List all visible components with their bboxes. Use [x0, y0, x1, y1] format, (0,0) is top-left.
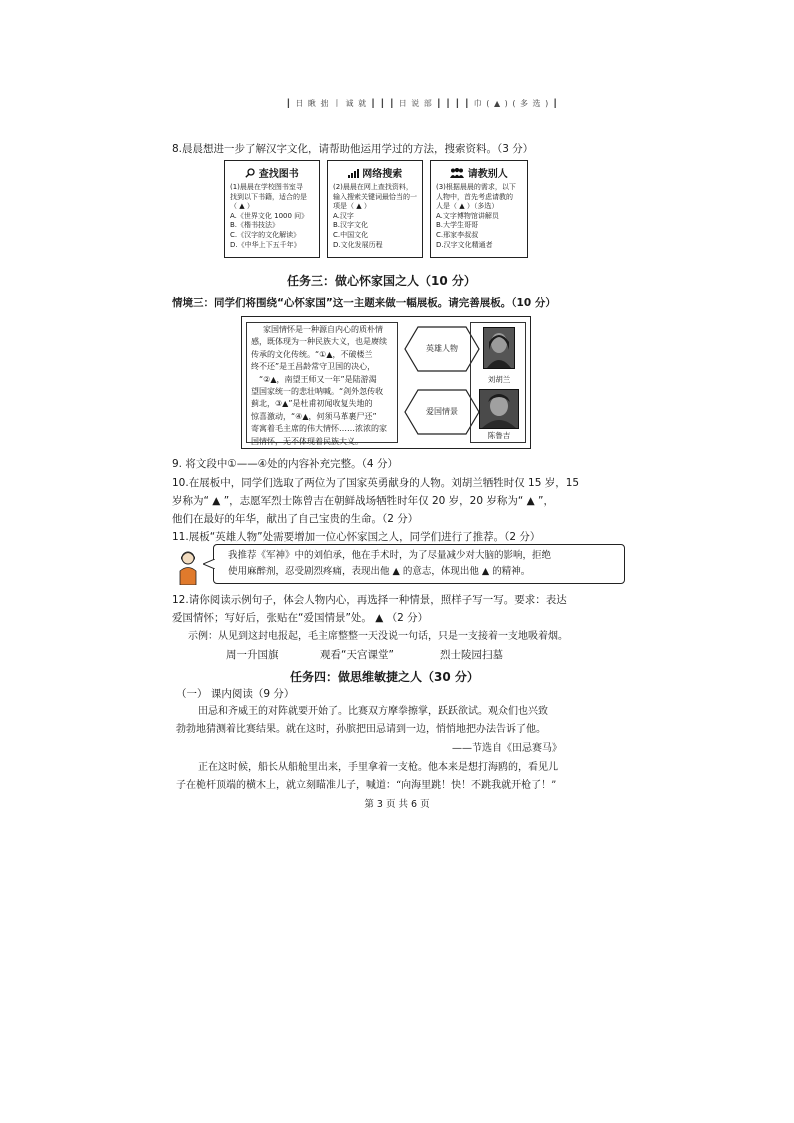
card-line: (1)晨晨在学校图书室寻 [230, 183, 303, 191]
portrait-caption: 陈鲁吉 [487, 431, 511, 440]
card-line: A.汉字 [333, 211, 354, 220]
task-3-title: 任务三：做心怀家国之人（10 分） [287, 274, 476, 288]
card-title: 查找图书 [258, 169, 299, 180]
card-line: 项是（ ▲ ） [333, 202, 371, 211]
passage-line: 惊喜激动，“④▲，何须马革裹尸还” [251, 411, 377, 421]
card-header [431, 165, 527, 180]
student-figure [176, 549, 200, 585]
bubble-line-2: 使用麻醉剂，忍受剧烈疼痛，表现出他 ▲ 的意志，体现出他 ▲ 的精神。 [228, 566, 531, 577]
card-body [225, 180, 319, 250]
hex-patriotic-scenes [404, 389, 480, 435]
card-line: D.汉字文化精通者 [436, 240, 493, 249]
scene-option: 周一升国旗 [226, 649, 279, 661]
search-card-books [224, 160, 320, 258]
card-line: D.《中华上下五千年》 [230, 240, 301, 249]
card-line: 找到以下书籍，适合的是 [230, 192, 307, 201]
section-in-class-reading: （一） 课内阅读（9 分） [176, 688, 295, 700]
hex-heroes [404, 326, 480, 372]
question-10-line3: 他们在最好的年华，献出了自己宝贵的生命。（2 分） [172, 513, 419, 525]
question-10-line2: 岁称为“ ▲ ”，志愿军烈士陈曾吉在朝鲜战场牺牲时年仅 20 岁，20 岁称为“ ▲ ”， [172, 495, 554, 507]
passage-line: “②▲，南望王师又一年”是陆游渴 [259, 374, 377, 384]
card-line: B.汉字文化 [333, 221, 369, 230]
card-line: C.中国文化 [333, 230, 369, 239]
reading-paragraph-1-line2: 勃勃地猜测着比赛结果。就在这时，孙膑把田忌请到一边，悄悄地把办法告诉了他。 [176, 724, 546, 735]
question-8-prompt: 8.晨晨想进一步了解汉字文化，请帮助他运用学过的方法，搜索资料。（3 分） [172, 143, 534, 155]
portrait-caption: 刘胡兰 [487, 375, 511, 384]
card-line: 输入搜索关键词最恰当的一 [333, 192, 417, 201]
card-line: C.邢家李叔叔 [436, 230, 479, 239]
passage-line: 家国情怀是一种源自内心的质朴情 [263, 325, 383, 334]
card-line: (3)根据晨晨的需求，以下 [436, 183, 516, 191]
task-4-title: 任务四：做思维敏捷之人（30 分） [290, 670, 479, 684]
card-line: （ ▲ ） [230, 202, 254, 211]
signal-bars-icon [348, 168, 359, 178]
search-card-ask [430, 160, 528, 258]
magnifier-icon [245, 168, 255, 178]
reading-paragraph-2-line2: 子在桅杆顶端的横木上，就立刻瞄准儿子，喊道：“向海里跳！快！不跳我就开枪了！” [176, 780, 557, 791]
bubble-line-1: 我推荐《军神》中的刘伯承，他在手术时，为了尽量减少对大脑的影响，拒绝 [228, 550, 552, 561]
question-11-prompt: 11.展板“英雄人物”处需要增加一位心怀家国之人，同学们进行了推荐。（2 分） [172, 531, 541, 543]
scene-option: 观看“天宫课堂” [320, 649, 394, 661]
question-10-line1: 10.在展板中，同学们选取了两位为了国家英勇献身的人物。刘胡兰牺牲时仅 15 岁，15 [172, 477, 580, 489]
question-9: 9. 将文段中①——④处的内容补充完整。（4 分） [172, 458, 398, 470]
passage-line: 感，既体现为一种民族大义，也是赓续 [251, 337, 387, 347]
portrait-chen-zengji [479, 389, 519, 429]
passage-line: 传承的文化传统。“①▲，不破楼兰 [251, 349, 373, 359]
card-body [328, 180, 422, 250]
passage-line: 终不还”是王昌龄常守卫国的决心， [251, 362, 376, 372]
bubble-tail [203, 559, 215, 569]
passage-line: 国情怀，无不体现着民族大义。 [251, 436, 363, 446]
card-body [431, 180, 527, 250]
display-board [241, 316, 531, 449]
card-title: 请教别人 [467, 169, 508, 180]
passage-line: 望国家统一的悲壮呐喊。“剑外忽传收 [251, 387, 384, 397]
passage-line: 寄寓着毛主席的伟大情怀……浓浓的家 [251, 424, 387, 434]
board-passage [251, 324, 387, 448]
card-line: A.文字博物馆讲解员 [436, 211, 499, 220]
question-12-example: 示例：从见到这封电报起，毛主席整整一天没说一句话，只是一支接着一支地吸着烟。 [188, 631, 568, 642]
hex-label: 英雄人物 [426, 344, 458, 353]
speech-bubble [213, 544, 625, 584]
card-line: B.《楷书技法》 [230, 221, 280, 230]
portrait-panel [470, 322, 526, 443]
question-12-line2: 爱国情怀；写好后，张贴在“爱国情景”处。 ▲ （2 分） [172, 612, 429, 624]
card-line: C.《汉字的文化解读》 [230, 230, 301, 239]
card-header [225, 165, 319, 180]
reading-source: ——节选自《田忌赛马》 [452, 743, 562, 754]
scene-option: 烈士陵园扫墓 [440, 649, 503, 661]
student-avatar-icon [176, 549, 200, 585]
portrait-liu-hulan [483, 327, 515, 369]
card-line: (2)晨晨在网上查找资料， [333, 183, 413, 191]
search-card-web [327, 160, 423, 258]
reading-paragraph-2-line1: 正在这时候，船长从船舱里出来，手里拿着一支枪。他本来是想打海鸥的，看见儿 [198, 762, 558, 773]
card-header [328, 165, 422, 180]
card-line: D.文化发展历程 [333, 240, 383, 249]
page-number: 第 3 页 共 6 页 [364, 799, 430, 810]
question-12-line1: 12.请你阅读示例句子，体会人物内心，再选择一种情景，照样子写一写。要求：表达 [172, 594, 567, 606]
card-line: 人是（ ▲ ）（多选） [436, 202, 499, 211]
card-line: A.《世界文化 1000 问》 [230, 211, 309, 220]
header-fragment: ┃ 日 瞅 拙 丨 诚 就 ┃ ┃ ┃ 日 说 部 ┃ ┃ ┃ ┃ 巾 ( ▲ ) ( 多 选 ) ┃ [286, 99, 559, 108]
people-icon [450, 168, 464, 178]
hex-label: 爱国情景 [426, 407, 458, 416]
scenario-3-text: 情境三：同学们将围绕“心怀家国”这一主题来做一幅展板。请完善展板。（10 分） [172, 297, 556, 309]
board-passage-frame [246, 322, 398, 446]
card-line: 人物中，首先考虑请教的 [436, 192, 513, 201]
reading-paragraph-1-line1: 田忌和齐威王的对阵就要开始了。比赛双方摩拳擦掌，跃跃欲试。观众们也兴致 [198, 706, 548, 717]
card-title: 网络搜索 [362, 169, 403, 180]
passage-line: 蓟北，③▲”是杜甫初闻收复失地的 [251, 399, 373, 409]
card-line: B.大学生哥哥 [436, 221, 479, 230]
